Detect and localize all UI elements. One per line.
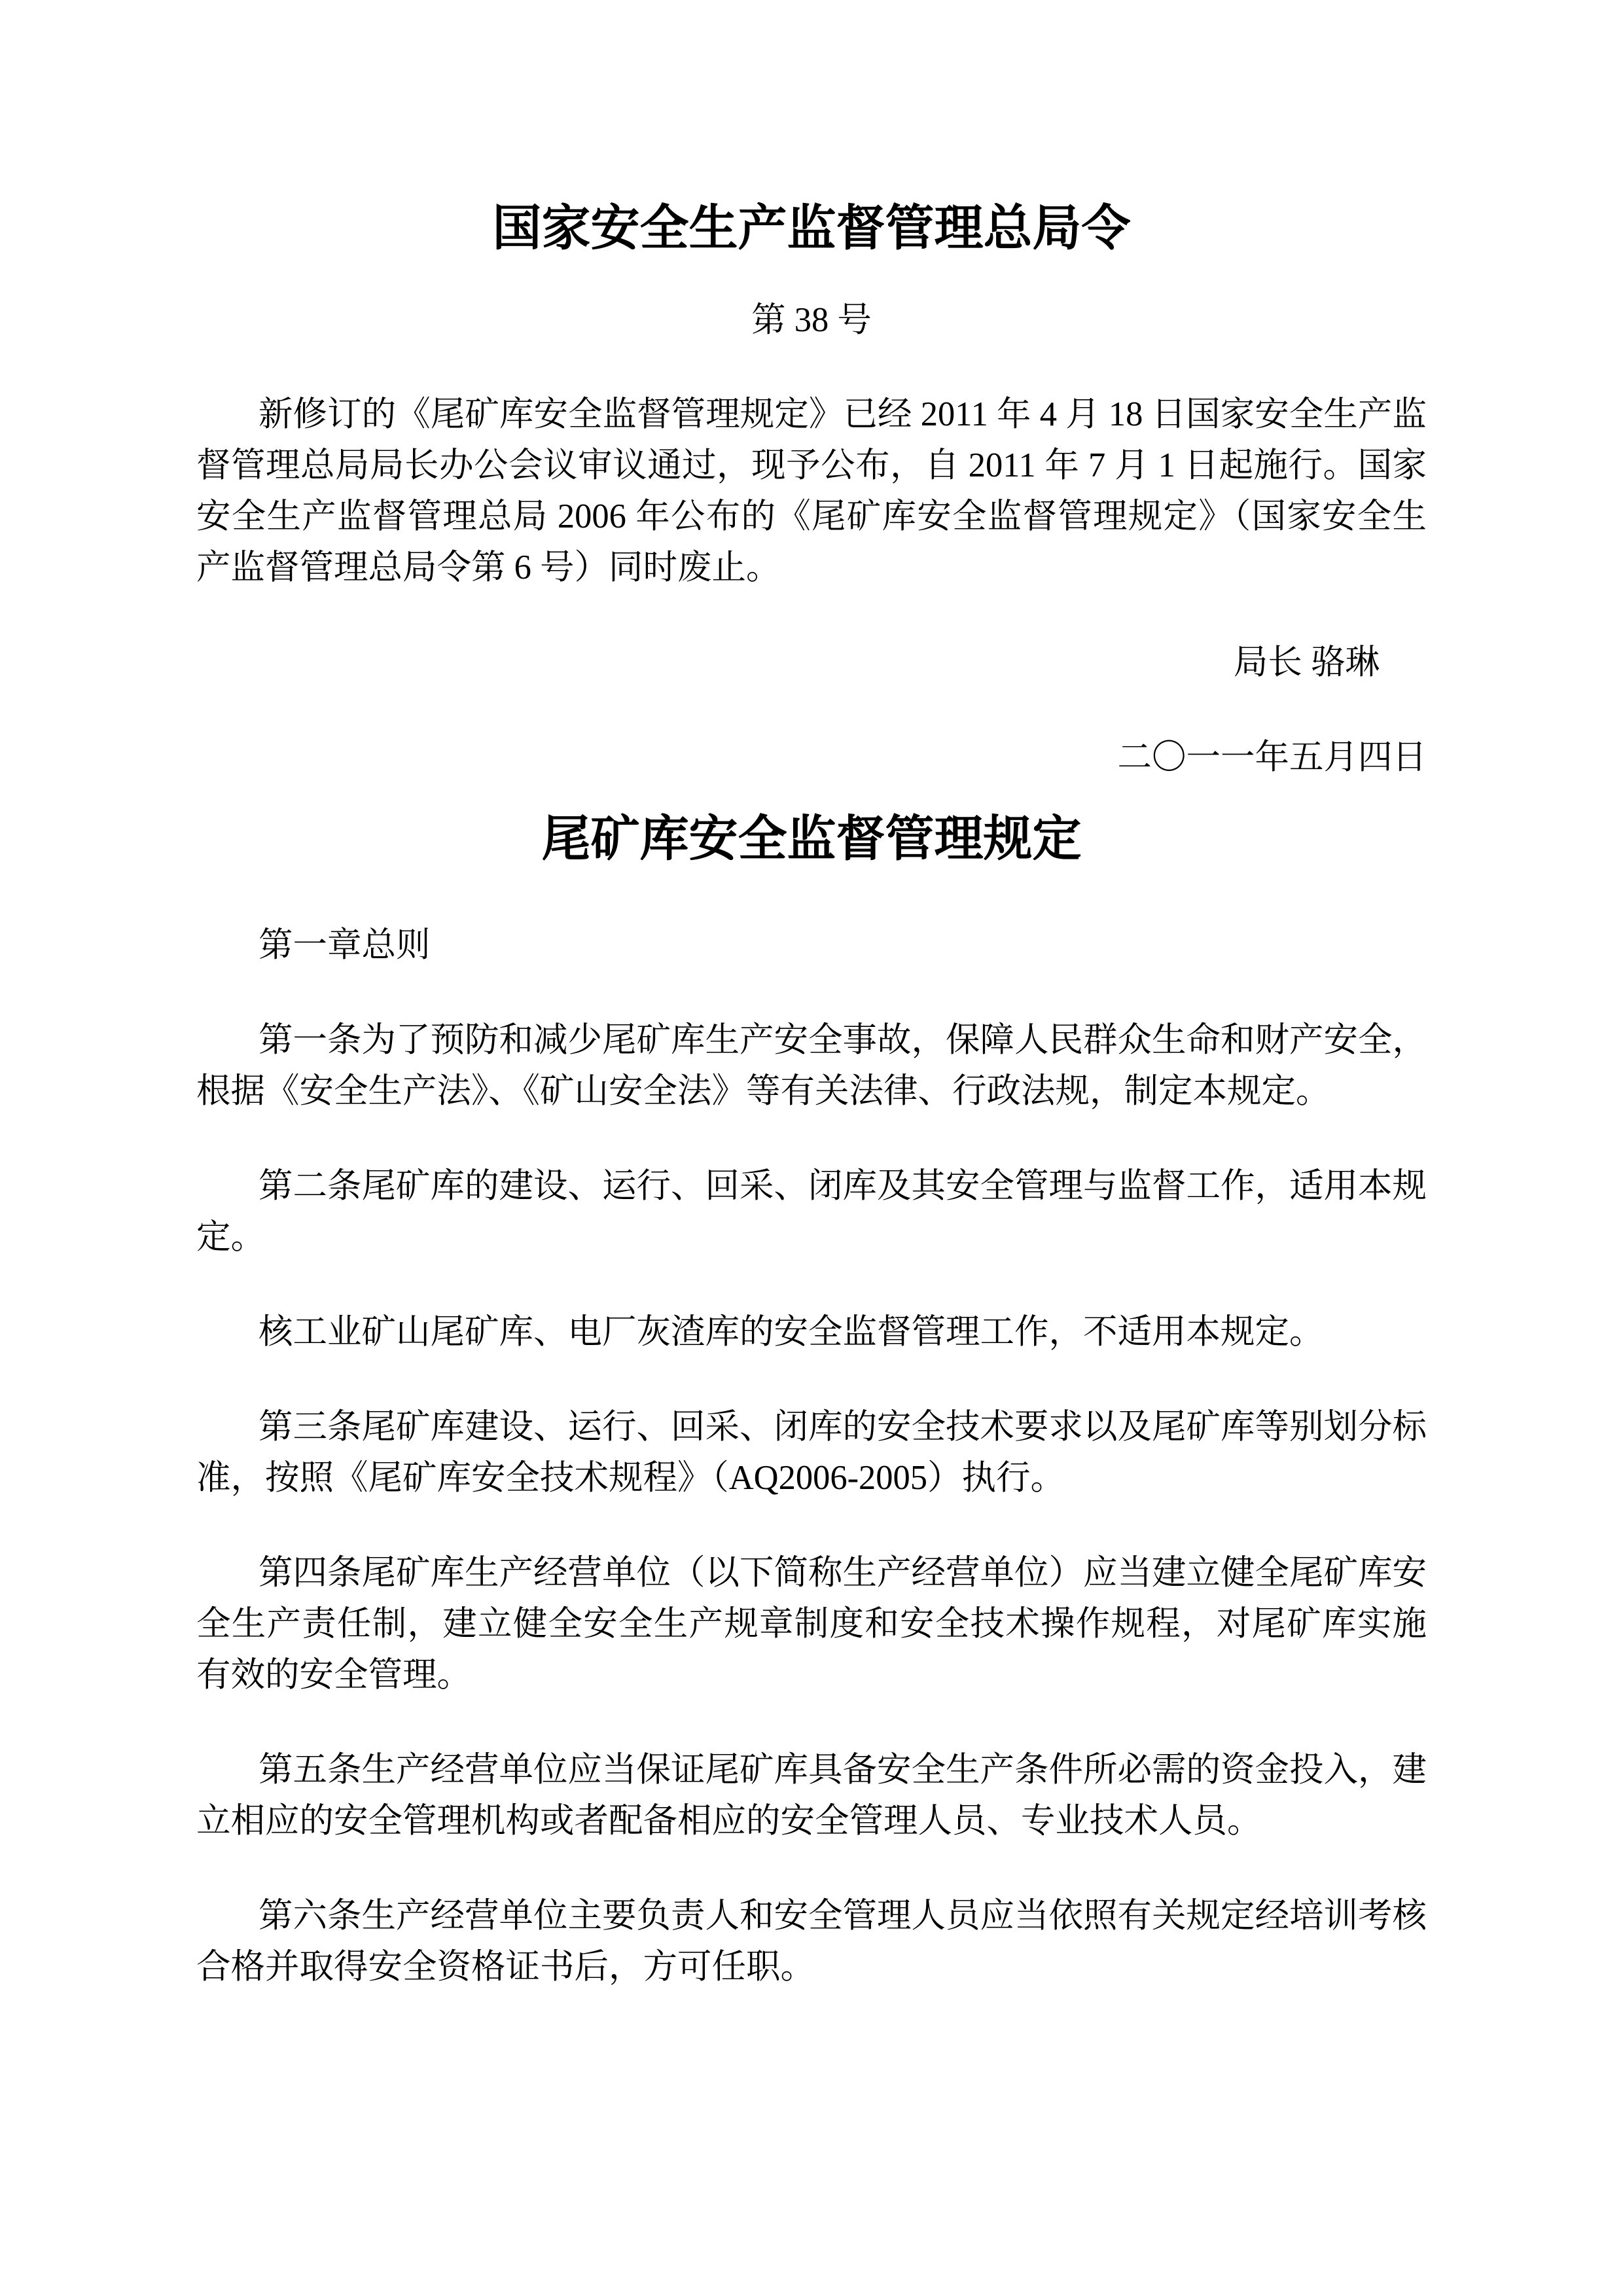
chapter-1-heading: 第一章总则 (259, 926, 431, 964)
preamble-paragraph: 新修订的《尾矿库安全监督管理规定》已经 2011 年 4 月 18 日国家安全生产监督管理总局局长办公会议审议通过，现予公布，自 2011 年 7 月 1 日起施行。国家安全生产监督管理总局 2006 年公布的《尾矿库安全监督管理规定》（国家安全生产监督管理总局令第 6 号）同时废止。 (196, 395, 1427, 586)
article-paragraph: 第五条生产经营单位应当保证尾矿库具备安全生产条件所必需的资金投入，建立相应的安全管理机构或者配备相应的安全管理人员、专业技术人员。 (196, 1751, 1427, 1840)
signature-line: 局长 骆琳 (1233, 643, 1380, 681)
article-paragraph: 第六条生产经营单位主要负责人和安全管理人员应当依照有关规定经培训考核合格并取得安全资格证书后，方可任职。 (196, 1897, 1427, 1986)
article-paragraph: 第四条尾矿库生产经营单位（以下简称生产经营单位）应当建立健全尾矿库安全生产责任制，建立健全安全生产规章制度和安全技术操作规程，对尾矿库实施有效的安全管理。 (196, 1554, 1427, 1694)
order-title: 国家安全生产监督管理总局令 (492, 202, 1131, 256)
date-line: 二〇一一年五月四日 (1117, 738, 1427, 776)
article-paragraph: 第一条为了预防和减少尾矿库生产安全事故，保障人民群众生命和财产安全，根据《安全生产法》、《矿山安全法》等有关法律、行政法规，制定本规定。 (196, 1021, 1427, 1110)
article-paragraph: 核工业矿山尾矿库、电厂灰渣库的安全监督管理工作，不适用本规定。 (259, 1313, 1324, 1351)
order-number: 第 38 号 (751, 301, 872, 339)
regulation-title: 尾矿库安全监督管理规定 (541, 812, 1082, 867)
article-paragraph: 第二条尾矿库的建设、运行、回采、闭库及其安全管理与监督工作，适用本规定。 (196, 1167, 1427, 1256)
article-paragraph: 第三条尾矿库建设、运行、回采、闭库的安全技术要求以及尾矿库等别划分标准，按照《尾矿库安全技术规程》（AQ2006-2005）执行。 (196, 1408, 1427, 1497)
